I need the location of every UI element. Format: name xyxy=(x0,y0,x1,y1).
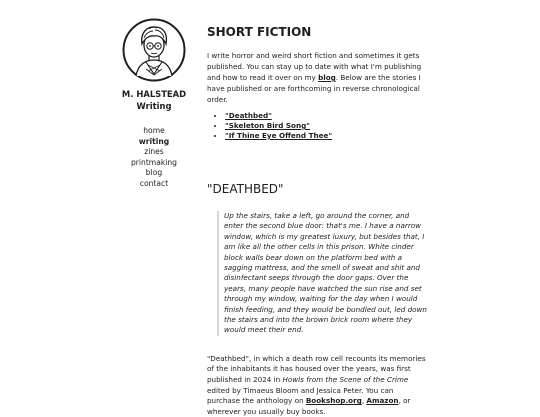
nav-blog[interactable]: blog xyxy=(145,168,163,178)
bookshop-link[interactable]: Bookshop.org xyxy=(305,396,362,406)
main-content xyxy=(207,0,427,417)
site-section: Writing xyxy=(136,101,172,111)
intro-text: I write horror and weird short fiction and sometimes it gets published. You can stay up to date with what I'm publishing and how to read it over on my xyxy=(207,51,422,82)
story-excerpt: Up the stairs, take a left, go around the corner, and enter the second blue door: that's me. I have a narrow window, which is my greatest luxury, but besides that, I am like all the other cells in this prison. White cinder block walls bear down on the platform bed with a sagging mattress, and the smell of sweat and shit and disinfectant seeps through the door gaps. Over the years, many people have watched the sun rise and set through my window, waiting for the day when I would finish feeding, and they would be bundled out, led down the stairs and into the brown brick room where they would meet their end. xyxy=(217,211,427,336)
story-heading: "DEATHBED" xyxy=(207,182,284,196)
page-title: SHORT FICTION xyxy=(207,25,312,39)
story-description xyxy=(207,354,427,417)
main-nav xyxy=(108,126,200,190)
note-text: edited by Timaeus Bloom and Jessica Peter. You can purchase the anthology on xyxy=(207,385,394,406)
list-item xyxy=(225,111,427,121)
nav-home[interactable]: home xyxy=(143,126,165,135)
nav-zines[interactable]: zines xyxy=(144,147,164,157)
note-text: "Deathbed", in which a death row cell recounts its memories of the inhabitants it has housed over the years, was first published in 2024 in xyxy=(207,353,426,385)
nav-writing[interactable]: writing xyxy=(138,136,170,146)
note-text: , xyxy=(361,396,367,406)
story-list xyxy=(207,111,427,141)
intro-paragraph xyxy=(207,50,427,105)
list-item xyxy=(225,131,427,141)
sidebar xyxy=(108,18,200,190)
site-author[interactable]: M. HALSTEAD xyxy=(121,89,187,99)
avatar-portrait-icon[interactable] xyxy=(122,18,186,82)
list-item xyxy=(225,121,427,131)
toc-link-if-thine-eye[interactable]: "If Thine Eye Offend Thee" xyxy=(225,131,333,140)
toc-link-skeleton-bird-song[interactable]: "Skeleton Bird Song" xyxy=(225,121,310,130)
anthology-title: Howls from the Scene of the Crime xyxy=(282,375,409,385)
note-text: , or wherever you usually buy books. xyxy=(207,396,411,416)
amazon-link[interactable]: Amazon xyxy=(366,396,399,406)
nav-contact[interactable]: contact xyxy=(139,178,169,188)
intro-text-end: . Below are the stories I have published or are forthcoming in reverse chronological order. xyxy=(207,73,421,104)
toc-link-deathbed[interactable]: "Deathbed" xyxy=(225,111,272,120)
nav-printmaking[interactable]: printmaking xyxy=(130,157,178,167)
blog-link[interactable]: blog xyxy=(318,73,336,82)
